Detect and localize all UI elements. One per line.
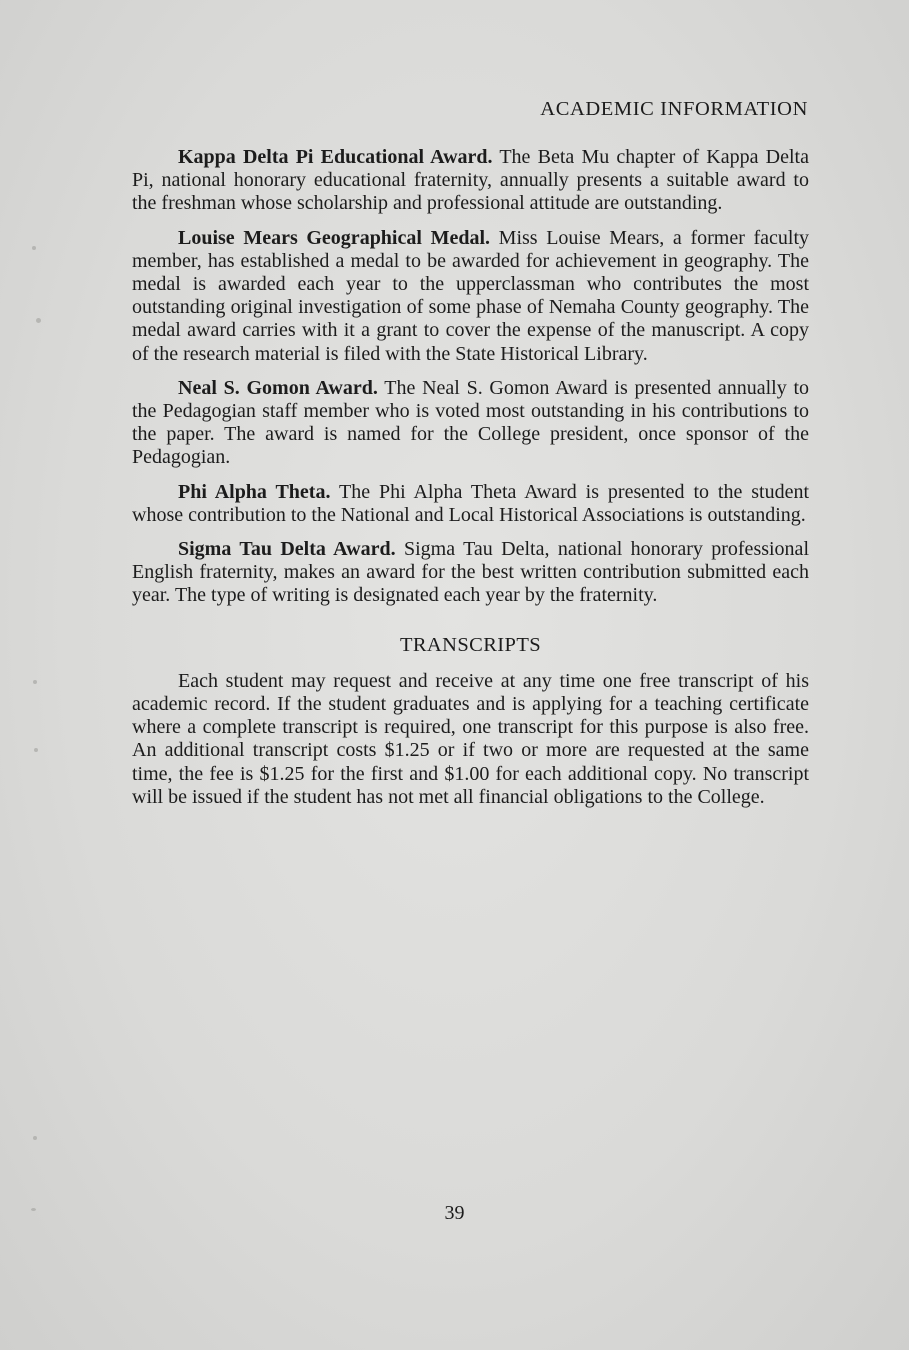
award-text: The Neal S. Gomon Award is presented annually to the Pedagogian staff member who is voted most outstanding in his contributions to the paper. The award is named for the College president, once sponsor of the Pedagogian. bbox=[132, 376, 810, 469]
section-heading-transcripts: TRANSCRIPTS bbox=[399, 633, 542, 656]
award-title: Sigma Tau Delta Award. bbox=[178, 538, 396, 561]
transcripts-paragraph: Each student may request and receive at any time one free transcript of his academic record. If the student graduates and is applying for a teaching certificate where a complete transcript is required, one transcript for this purpose is also free. An additional transcript costs $1.25 or if two or more are requested at the same time, the fee is $1.25 for the first and $1.00 for each additional copy. No transcript will be issued if the student has not met all financial obligations to the College. bbox=[132, 669, 809, 808]
scan-speck bbox=[33, 1136, 37, 1140]
running-head: ACADEMIC INFORMATION bbox=[540, 98, 808, 120]
award-sigma-tau-delta bbox=[132, 538, 809, 608]
award-title: Kappa Delta Pi Educational Award. bbox=[178, 146, 493, 168]
scan-speck bbox=[34, 748, 38, 752]
award-text: Miss Louise Mears, a former faculty member, has established a medal to be awarded for achievement in geography. The medal is awarded each year to the upperclassman who contributes the most outstanding original investigation of some phase of Nemaha County geography. The medal award carries with it a grant to cover the expense of the manuscript. A copy of the research material is filed with the State Historical Library. bbox=[132, 226, 810, 365]
scan-speck bbox=[32, 246, 36, 250]
page-content bbox=[132, 146, 809, 820]
scan-speck bbox=[36, 318, 41, 323]
award-louise-mears bbox=[132, 227, 809, 366]
award-text: Sigma Tau Delta, national honorary professional English fraternity, makes an award for the best written contribution submitted each year. The type of writing is designated each year by the fraternity. bbox=[132, 538, 809, 607]
award-title: Louise Mears Geographical Medal. bbox=[178, 226, 491, 249]
award-title: Neal S. Gomon Award. bbox=[178, 376, 378, 399]
page-number: 39 bbox=[444, 1202, 465, 1224]
scan-speck bbox=[33, 680, 37, 684]
award-text: The Phi Alpha Theta Award is presented to the student whose contribution to the National and Local Historical Associations is outstanding. bbox=[132, 480, 809, 526]
award-neal-gomon bbox=[132, 377, 809, 470]
award-title: Phi Alpha Theta. bbox=[178, 480, 331, 503]
award-text: The Beta Mu chapter of Kappa Delta Pi, national honorary educational fraternity, annually presents a suitable award to the freshman whose scholarship and professional attitude are outstanding. bbox=[132, 146, 809, 215]
award-kappa-delta-pi bbox=[132, 146, 809, 216]
scan-speck bbox=[31, 1208, 36, 1211]
award-phi-alpha-theta bbox=[132, 481, 809, 527]
